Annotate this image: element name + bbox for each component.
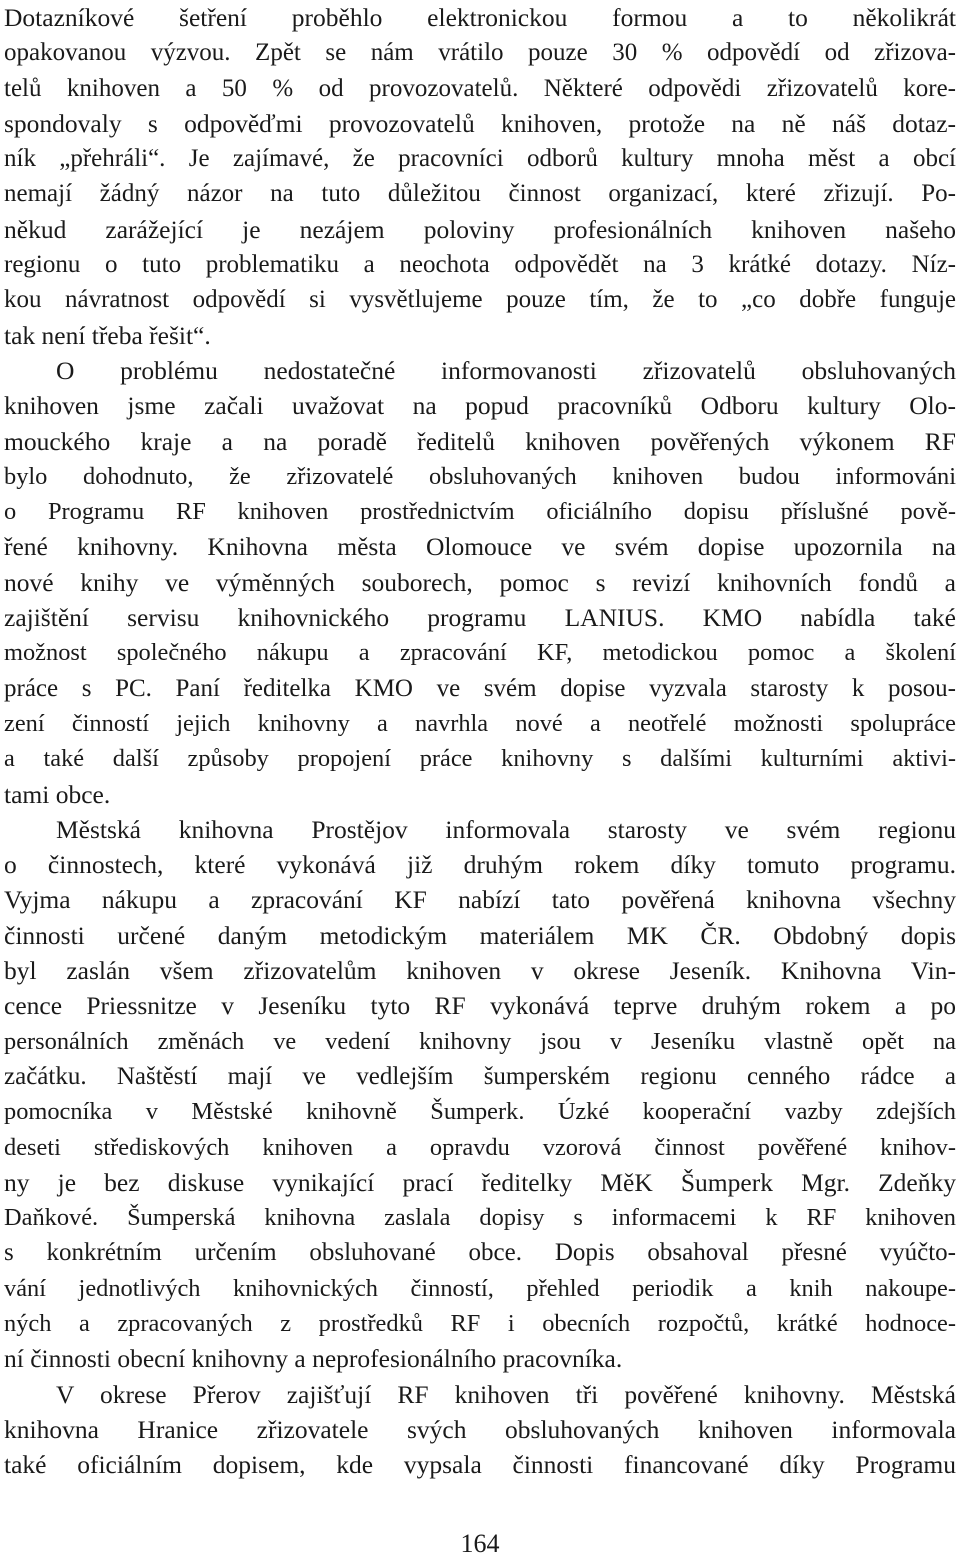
text-line: deseti střediskových knihoven a opravdu vzorová činnost pověřené knihov- [4, 1133, 956, 1161]
text-line: knihoven jsme začali uvažovat na popud pracovníků Odboru kultury Olo- [4, 391, 956, 421]
text-line: ných a zpracovaných z prostředků RF i obecních rozpočtů, krátké hodnoce- [4, 1309, 956, 1337]
text-line: Vyjma nákupu a zpracování KF nabízí tato pověřená knihovna všechny [4, 885, 956, 915]
text-line: nemají žádný názor na tuto důležitou činnost organizací, které zřizují. Po- [4, 180, 956, 208]
text-line: ny je bez diskuse vynikající prací ředitelky MěK Šumperk Mgr. Zdeňky [4, 1167, 956, 1197]
text-line: někud zarážející je nezájem poloviny profesionálních knihoven našeho [4, 214, 956, 244]
text-line: možnost společného nákupu a zpracování KF, metodickou pomoc a školení [4, 639, 956, 667]
text-line: personálních změnách ve vedení knihovny jsou v Jeseníku vlastně opět na [4, 1027, 956, 1055]
text-line: pomocníka v Městské knihovně Šumperk. Úzké kooperační vazby zdejších [4, 1098, 956, 1126]
text-line: mouckého kraje a na poradě ředitelů knihoven pověřených výkonem RF [4, 426, 956, 456]
text-line: V okrese Přerov zajišťují RF knihoven tři pověřené knihovny. Městská [56, 1379, 956, 1409]
text-line: spondovaly s odpověďmi provozovatelů knihoven, protože na ně náš dotaz- [4, 108, 956, 138]
document-page [4, 0, 956, 1482]
text-line: O problému nedostatečné informovanosti zřizovatelů obsluhovaných [56, 355, 956, 385]
text-line: cence Priessnitze v Jeseníku tyto RF vykonává teprve druhým rokem a po [4, 991, 956, 1021]
text-line: Dotazníkové šetření proběhlo elektronickou formou a to několikrát [4, 3, 956, 32]
text-line: s konkrétním určením obsluhované obce. Dopis obsahoval přesné vyúčto- [4, 1239, 956, 1267]
text-line: řené knihovny. Knihovna města Olomouce ve svém dopise upozornila na [4, 532, 956, 562]
text-line: zení činností jejich knihovny a navrhla nové a neotřelé možnosti spolupráce [4, 709, 956, 737]
text-line: tak není třeba řešit“. [4, 320, 211, 350]
paragraph-3 [4, 812, 956, 1377]
text-line: knihovna Hranice zřizovatele svých obsluhovaných knihoven informovala [4, 1414, 956, 1444]
paragraph-4 [4, 1377, 956, 1483]
text-line: práce s PC. Paní ředitelka KMO ve svém dopise vyzvala starosty k posou- [4, 674, 956, 702]
text-line: zajištění servisu knihovnického programu LANIUS. KMO nabídla také [4, 603, 956, 633]
text-line: regionu o tuto problematiku a neochota odpovědět na 3 krátké dotazy. Níz- [4, 251, 956, 279]
text-line: bylo dohodnuto, že zřizovatelé obsluhovaných knihoven budou informováni [4, 462, 956, 490]
text-line: a také další způsoby propojení práce knihovny s dalšími kulturními aktivi- [4, 745, 956, 773]
text-line: tami obce. [4, 779, 111, 809]
text-line: začátku. Naštěstí mají ve vedlejším šumperském regionu cenného rádce a [4, 1062, 956, 1090]
text-line: Městská knihovna Prostějov informovala starosty ve svém regionu [56, 814, 956, 844]
page-number: 164 [460, 1529, 500, 1558]
text-line: byl zaslán všem zřizovatelům knihoven v okrese Jeseník. Knihovna Vin- [4, 956, 956, 986]
text-line: Daňkové. Šumperská knihovna zaslala dopisy s informacemi k RF knihoven [4, 1204, 956, 1232]
text-line: kou návratnost odpovědí si vysvětlujeme pouze tím, že to „co dobře funguje [4, 286, 956, 314]
text-line: telů knihoven a 50 % od provozovatelů. Některé odpovědi zřizovatelů kore- [4, 74, 956, 102]
text-line: vání jednotlivých knihovnických činností, přehled periodik a knih nakoupe- [4, 1274, 956, 1302]
text-line: ník „přehráli“. Je zajímavé, že pracovníci odborů kultury mnoha měst a obcí [4, 145, 956, 173]
text-line: o Programu RF knihoven prostřednictvím oficiálního dopisu příslušné pově- [4, 498, 956, 526]
paragraph-2 [4, 353, 956, 812]
text-line: činnosti určené daným metodickým materiálem MK ČR. Obdobný dopis [4, 920, 956, 950]
text-line: opakovanou výzvou. Zpět se nám vrátilo pouze 30 % odpovědí od zřizova- [4, 39, 956, 67]
text-line: o činnostech, které vykonává již druhým rokem díky tomuto programu. [4, 850, 956, 880]
paragraph-1 [4, 0, 956, 353]
text-line: nové knihy ve výměnných souborech, pomoc s revizí knihovních fondů a [4, 567, 956, 597]
text-line: také oficiálním dopisem, kde vypsala činnosti financované díky Programu [4, 1450, 956, 1480]
text-line: ní činnosti obecní knihovny a neprofesionálního pracovníka. [4, 1344, 623, 1374]
